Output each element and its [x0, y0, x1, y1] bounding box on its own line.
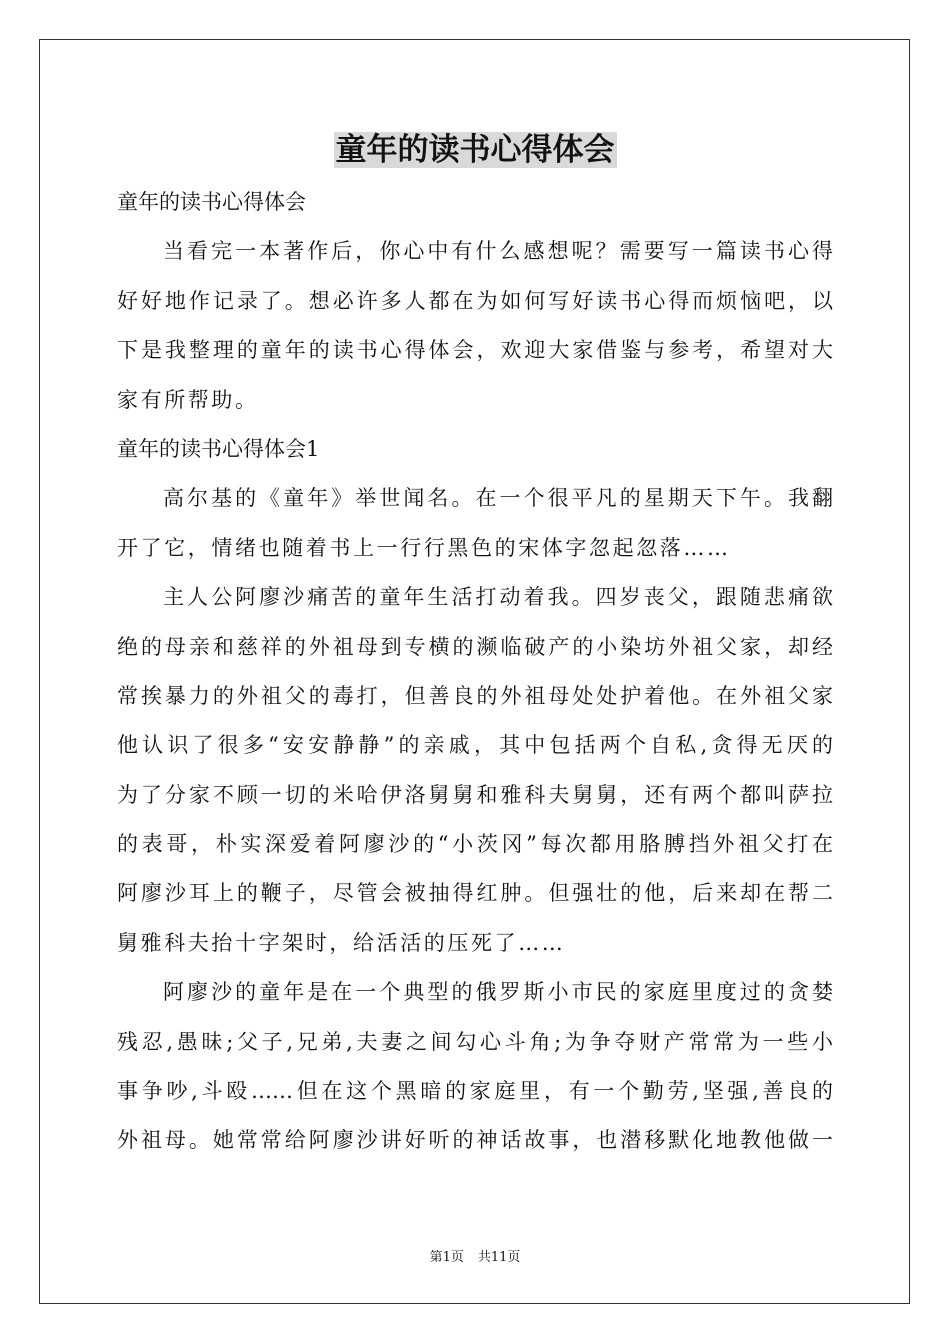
paragraph-line: 家有所帮助。 — [117, 387, 259, 412]
paragraph-line: 残忍,愚昧;父子,兄弟,夫妻之间勾心斗角;为争夺财产常常为一些小 — [117, 1029, 833, 1054]
section-heading: 童年的读书心得体会1 — [117, 436, 320, 461]
page-total: 共11页 — [477, 1250, 521, 1265]
document-title-text: 童年的读书心得体会 — [335, 132, 615, 168]
paragraph-line: 阿廖沙耳上的鞭子，尽管会被抽得红肿。但强壮的他，后来却在帮二 — [117, 881, 833, 906]
page-footer — [0, 1249, 950, 1267]
page-number: 第1页 — [429, 1250, 464, 1265]
paragraph-line: 阿廖沙的童年是在一个典型的俄罗斯小市民的家庭里度过的贪婪 — [163, 980, 833, 1005]
paragraph-line: 开了它，情绪也随着书上一行行黑色的宋体字忽起忽落…… — [117, 535, 731, 560]
document-title — [0, 126, 950, 174]
paragraph-line: 他认识了很多“安安静静”的亲戚，其中包括两个自私,贪得无厌的 — [117, 733, 833, 758]
paragraph-line: 舅雅科夫抬十字架时，给活活的压死了…… — [117, 930, 566, 955]
paragraph-line: 主人公阿廖沙痛苦的童年生活打动着我。四岁丧父，跟随悲痛欲 — [163, 585, 833, 610]
paragraph-line: 下是我整理的童年的读书心得体会，欢迎大家借鉴与参考，希望对大 — [117, 338, 833, 363]
paragraph-line: 绝的母亲和慈祥的外祖母到专横的濒临破产的小染坊外祖父家，却经 — [117, 634, 833, 659]
paragraph-line: 当看完一本著作后，你心中有什么感想呢？需要写一篇读书心得 — [163, 239, 833, 264]
paragraph-line: 好好地作记录了。想必许多人都在为如何写好读书心得而烦恼吧，以 — [117, 288, 833, 313]
document-subtitle: 童年的读书心得体会 — [117, 190, 306, 214]
paragraph-line: 的表哥，朴实深爱着阿廖沙的“小茨冈”每次都用胳膊挡外祖父打在 — [117, 832, 833, 857]
document-body — [117, 178, 833, 1166]
paragraph-line: 外祖母。她常常给阿廖沙讲好听的神话故事，也潜移默化地教他做一 — [117, 1128, 833, 1153]
paragraph-line: 为了分家不顾一切的米哈伊洛舅舅和雅科夫舅舅，还有两个都叫萨拉 — [117, 782, 833, 807]
paragraph-line: 高尔基的《童年》举世闻名。在一个很平凡的星期天下午。我翻 — [163, 486, 833, 511]
paragraph-line: 事争吵,斗殴……但在这个黑暗的家庭里，有一个勤劳,坚强,善良的 — [117, 1079, 833, 1104]
paragraph-line: 常挨暴力的外祖父的毒打，但善良的外祖母处处护着他。在外祖父家 — [117, 683, 833, 708]
